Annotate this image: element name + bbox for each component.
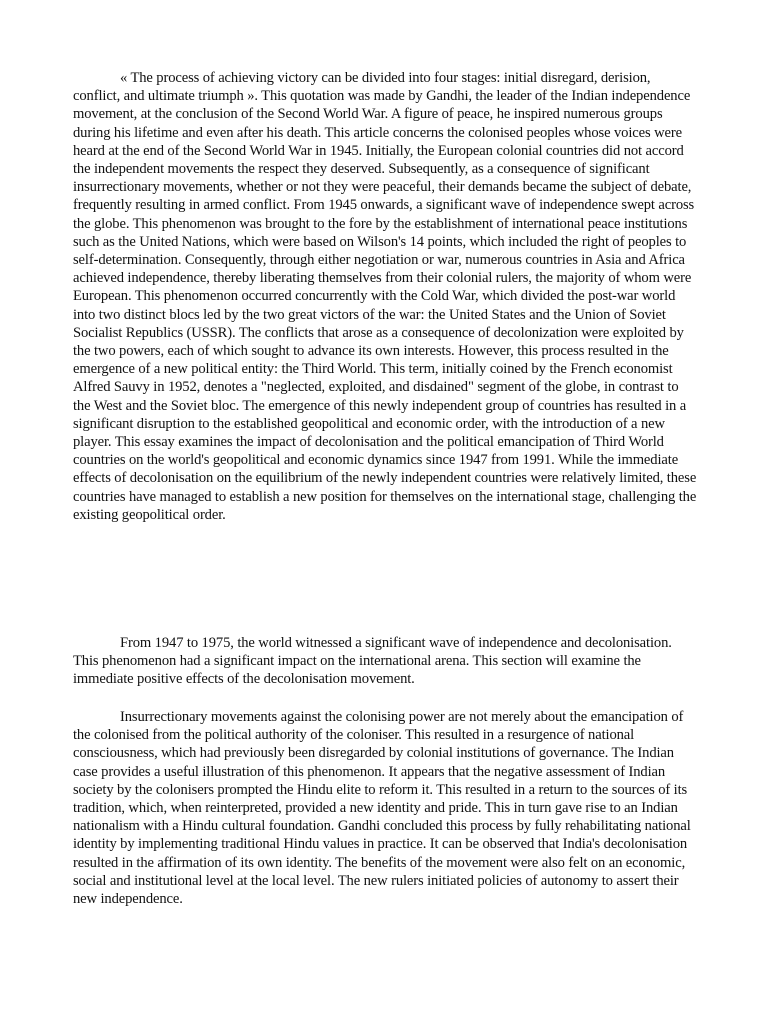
- insurrection-paragraph: Insurrectionary movements against the colonising power are not merely about the emancipation of the colonised from the political authority of the coloniser. This resulted in a resurgence of national consciousness, which had previously been disregarded by colonial institutions of governance. The Indian case provides a useful illustration of this phenomenon. It appears that the negative assessment of Indian society by the colonisers prompted the Hindu elite to reform it. This resulted in a return to the sources of its tradition, which, when reinterpreted, provided a new identity and pride. This in turn gave rise to an Indian nationalism with a Hindu cultural foundation. Gandhi concluded this process by fully rehabilitating national identity by implementing traditional Hindu values in practice. It can be observed that India's decolonisation resulted in the affirmation of its own identity. The benefits of the movement were also felt on an economic, social and institutional level at the local level. The new rulers initiated policies of autonomy to assert their new independence.: [73, 709, 691, 908]
- intro-paragraph: « The process of achieving victory can be divided into four stages: initial disregard, derision, conflict, and ultimate triumph ». This quotation was made by Gandhi, the leader of the Indian independence movement, at the conclusion of the Second World War. A figure of peace, he inspired numerous groups during his lifetime and even after his death. This article concerns the colonised peoples whose voices were heard at the end of the Second World War in 1945. Initially, the European colonial countries did not accord the independent movements the respect they deserved. Subsequently, as a consequence of significant insurrectionary movements, whether or not they were peaceful, their demands became the subject of debate, frequently resulting in armed conflict. From 1945 onwards, a significant wave of independence swept across the globe. This phenomenon was brought to the fore by the establishment of international peace institutions such as the United Nations, which were based on Wilson's 14 points, which included the right of peoples to self-determination. Consequently, through either negotiation or war, numerous countries in Asia and Africa achieved independence, thereby liberating themselves from their colonial rulers, the majority of whom were European. This phenomenon occurred concurrently with the Cold War, which divided the post-war world into two distinct blocs led by the two great victors of the war: the United States and the Union of Soviet Socialist Republics (USSR). The conflicts that arose as a consequence of decolonization were exploited by the two powers, each of which sought to advance its own interests. However, this process resulted in the emergence of a new political entity: the Third World. This term, initially coined by the French economist Alfred Sauvy in 1952, denotes a "neglected, exploited, and disdained" segment of the globe, in contrast to the West and the Soviet bloc. The emergence of this newly independent group of countries has resulted in a significant disruption to the established geopolitical and economic order, with the introduction of a new player. This essay examines the impact of decolonisation and the political emancipation of Third World countries on the world's geopolitical and economic dynamics since 1947 from 1991. While the immediate effects of decolonisation on the equilibrium of the newly independent countries were relatively limited, these countries have managed to establish a new position for themselves on the international stage, challenging the existing geopolitical order.: [73, 70, 697, 523]
- section-intro-paragraph: From 1947 to 1975, the world witnessed a significant wave of independence and decolonisation. This phenomenon had a significant impact on the international arena. This section will examine the immediate positive effects of the decolonisation movement.: [73, 635, 672, 688]
